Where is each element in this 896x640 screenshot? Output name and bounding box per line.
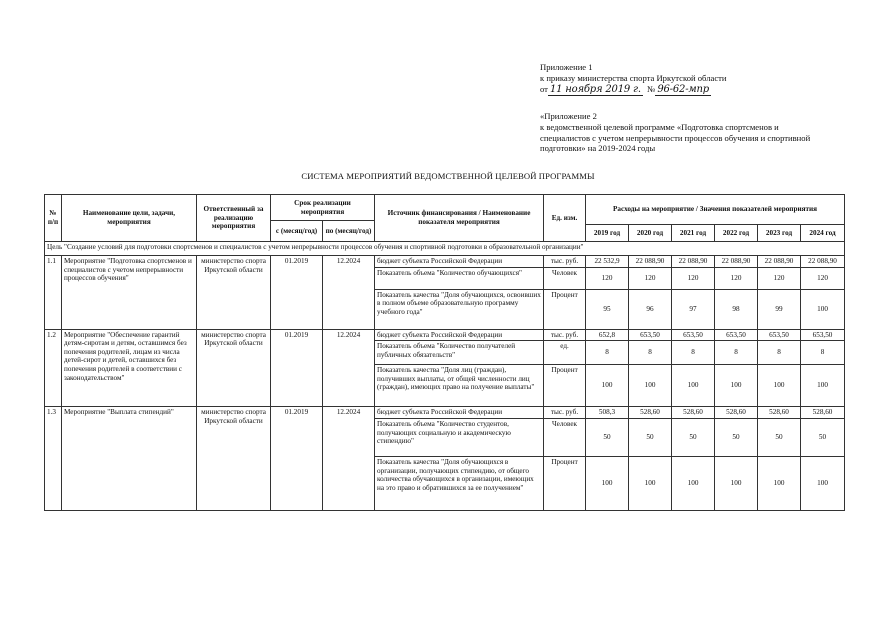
row-value: 100 (801, 365, 845, 407)
row-unit: тыс. руб. (544, 329, 586, 341)
row-value: 50 (629, 419, 672, 457)
row-value: 8 (672, 341, 715, 365)
row-value: 100 (715, 365, 758, 407)
header-year: 2022 год (715, 225, 758, 242)
header-term-from: с (месяц/год) (271, 221, 323, 242)
appendix-1-order: к приказу министерства спорта Иркутской области (540, 72, 727, 83)
header-responsible: Ответственный за реализацию мероприятия (197, 195, 271, 242)
row-value: 100 (672, 457, 715, 511)
row-unit: Процент (544, 457, 586, 511)
row-value: 8 (629, 341, 672, 365)
row-value: 97 (672, 289, 715, 329)
measure-num: 1.3 (45, 407, 62, 511)
row-value: 50 (715, 419, 758, 457)
header-term: Срок реализации мероприятия (271, 195, 375, 221)
measure-from: 01.2019 (271, 256, 323, 330)
row-value: 8 (758, 341, 801, 365)
row-label: Показатель качества "Доля лиц (граждан), получивших выплаты, от общей численности лиц (граждан), имеющих право на получение выплаты" (375, 365, 544, 407)
row-label: Показатель качества "Доля обучающихся в организации, получающих стипендию, от общего количества обучающихся в организации, имеющих на это право и обратившихся за ее получением" (375, 457, 544, 511)
appendix-2-title: «Приложение 2 (540, 111, 597, 121)
row-value: 22 088,90 (715, 256, 758, 268)
row-label: бюджет субъекта Российской Федерации (375, 329, 544, 341)
row-value: 653,50 (629, 329, 672, 341)
row-value: 8 (801, 341, 845, 365)
measure-responsible: министерство спорта Иркутской области (197, 329, 271, 407)
appendix-1-block (540, 62, 870, 96)
header-year: 2019 год (586, 225, 629, 242)
appendix-2-line-3: специалистов с учетом непрерывности процессов обучения и спортивной (540, 132, 811, 143)
measure-name: Мероприятие "Подготовка спортсменов и специалистов с учетом непрерывности процессов обучения" (62, 256, 197, 330)
row-unit: ед. (544, 341, 586, 365)
row-value: 120 (586, 267, 629, 289)
row-value: 652,8 (586, 329, 629, 341)
row-value: 22 088,90 (672, 256, 715, 268)
row-value: 653,50 (801, 329, 845, 341)
measure-responsible: министерство спорта Иркутской области (197, 407, 271, 511)
measure-to: 12.2024 (323, 407, 375, 511)
row-value: 22 532,9 (586, 256, 629, 268)
appendix-1-date-line (540, 84, 870, 97)
header-year: 2024 год (801, 225, 845, 242)
row-value: 100 (801, 457, 845, 511)
measure-to: 12.2024 (323, 329, 375, 407)
header-year: 2020 год (629, 225, 672, 242)
measure-name: Мероприятие "Обеспечение гарантий детям-сиротам и детям, оставшимся без попечения родителей, лицам из числа детей-сирот и детей, оставшихся без попечения родителей в соответствии с законодательством" (62, 329, 197, 407)
measure-to: 12.2024 (323, 256, 375, 330)
row-label: Показатель качества "Доля обучающихся, освоивших в полном объеме образовательную программу учебного года" (375, 289, 544, 329)
measure-num: 1.1 (45, 256, 62, 330)
row-value: 508,3 (586, 407, 629, 419)
row-value: 100 (801, 289, 845, 329)
appendix-2-line-2: к ведомственной целевой программе «Подготовка спортсменов и (540, 121, 779, 132)
row-value: 528,60 (758, 407, 801, 419)
row-value: 528,60 (629, 407, 672, 419)
row-value: 8 (715, 341, 758, 365)
appendix-2-line-4: подготовки» на 2019-2024 годы (540, 143, 656, 154)
row-value: 120 (629, 267, 672, 289)
row-label: Показатель объема "Количество обучающихся" (375, 267, 544, 289)
document-title: СИСТЕМА МЕРОПРИЯТИЙ ВЕДОМСТВЕННОЙ ЦЕЛЕВОЙ ПРОГРАММЫ (301, 171, 595, 181)
row-value: 528,60 (715, 407, 758, 419)
header-term-to: по (месяц/год) (323, 221, 375, 242)
row-value: 100 (672, 365, 715, 407)
row-value: 22 088,90 (801, 256, 845, 268)
row-value: 95 (586, 289, 629, 329)
row-value: 99 (758, 289, 801, 329)
handwritten-number: 96-62-мпр (657, 83, 709, 95)
appendix-1-title: Приложение 1 (540, 62, 593, 72)
header-expenses: Расходы на мероприятие / Значения показателей мероприятия (586, 195, 845, 225)
row-value: 100 (629, 457, 672, 511)
measure-name: Мероприятие "Выплата стипендий" (62, 407, 197, 511)
row-label: Показатель объема "Количество студентов, получающих социальную и академическую стипендию" (375, 419, 544, 457)
measures-table (44, 194, 845, 511)
header-name: Наименование цели, задачи, мероприятия (62, 195, 197, 242)
measure-responsible: министерство спорта Иркутской области (197, 256, 271, 330)
row-unit: Человек (544, 267, 586, 289)
row-value: 653,50 (758, 329, 801, 341)
row-unit: Процент (544, 365, 586, 407)
header-num: № п/п (45, 195, 62, 242)
row-unit: Человек (544, 419, 586, 457)
date-prefix: от (540, 83, 548, 94)
number-prefix: № (647, 83, 656, 94)
row-value: 653,50 (715, 329, 758, 341)
row-value: 100 (758, 365, 801, 407)
row-value: 528,60 (801, 407, 845, 419)
row-value: 120 (758, 267, 801, 289)
row-value: 528,60 (672, 407, 715, 419)
row-value: 22 088,90 (758, 256, 801, 268)
row-value: 653,50 (672, 329, 715, 341)
row-value: 100 (629, 365, 672, 407)
header-unit: Ед. изм. (544, 195, 586, 242)
measure-from: 01.2019 (271, 407, 323, 511)
row-value: 100 (586, 457, 629, 511)
row-value: 120 (672, 267, 715, 289)
row-value: 50 (758, 419, 801, 457)
measure-from: 01.2019 (271, 329, 323, 407)
row-label: бюджет субъекта Российской Федерации (375, 256, 544, 268)
row-value: 100 (586, 365, 629, 407)
row-value: 50 (586, 419, 629, 457)
row-label: бюджет субъекта Российской Федерации (375, 407, 544, 419)
row-value: 22 088,90 (629, 256, 672, 268)
row-value: 50 (801, 419, 845, 457)
row-value: 100 (715, 457, 758, 511)
handwritten-date: 11 ноября 2019 г. (549, 83, 641, 95)
row-value: 120 (715, 267, 758, 289)
row-value: 98 (715, 289, 758, 329)
row-value: 50 (672, 419, 715, 457)
goal-row: Цель "Создание условий для подготовки спортсменов и специалистов с учетом непрерывности процессов обучения и спортивной подготовки в образовательной организации" (45, 242, 845, 256)
row-value: 120 (801, 267, 845, 289)
appendix-2-block (540, 111, 870, 154)
measure-num: 1.2 (45, 329, 62, 407)
row-unit: Процент (544, 289, 586, 329)
row-value: 96 (629, 289, 672, 329)
header-source: Источник финансирования / Наименование показателя мероприятия (375, 195, 544, 242)
row-value: 100 (758, 457, 801, 511)
row-unit: тыс. руб. (544, 407, 586, 419)
row-label: Показатель объема "Количество получателей публичных обязательств" (375, 341, 544, 365)
row-value: 8 (586, 341, 629, 365)
row-unit: тыс. руб. (544, 256, 586, 268)
header-year: 2021 год (672, 225, 715, 242)
header-year: 2023 год (758, 225, 801, 242)
